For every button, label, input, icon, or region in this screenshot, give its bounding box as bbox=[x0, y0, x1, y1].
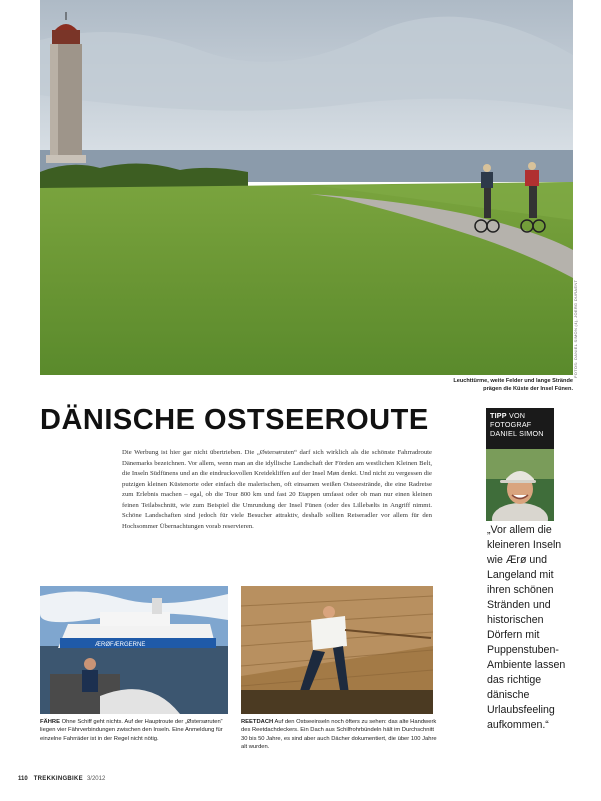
hero-landscape-image bbox=[40, 0, 573, 375]
tip-box bbox=[486, 408, 554, 521]
tip-line-3: DANIEL SIMON bbox=[490, 429, 544, 438]
ferry-caption bbox=[40, 718, 230, 743]
hero-caption bbox=[393, 378, 573, 394]
hero-photo bbox=[40, 0, 573, 375]
tip-line-2: FOTOGRAF bbox=[490, 420, 532, 429]
hero-caption-line-2: prägen die Küste der Insel Fünen. bbox=[483, 385, 573, 392]
ferry-caption-text: Ohne Schiff geht nichts. Auf der Hauptroute der „Østersøruten“ liegen vier Fährverbindungen zwischen den Inseln. Eine Anmeldung für einzelne Fahrräder ist in der Regel nicht nötig. bbox=[40, 719, 223, 742]
reed-caption-lead: REETDACH bbox=[241, 719, 274, 725]
reed-caption bbox=[241, 718, 437, 752]
ferry-photo bbox=[40, 586, 228, 714]
magazine-name: TREKKINGBIKE bbox=[33, 776, 83, 782]
page-footer bbox=[18, 776, 105, 782]
photographer-portrait bbox=[486, 449, 554, 521]
tip-von: VON bbox=[508, 411, 526, 420]
ferry-caption-lead: FÄHRE bbox=[40, 719, 60, 725]
article-headline: DÄNISCHE OSTSEEROUTE bbox=[40, 404, 429, 436]
ferry-image bbox=[40, 586, 228, 714]
hero-caption-line-1: Leuchttürme, weite Felder und lange Strände bbox=[453, 378, 573, 384]
page-number: 110 bbox=[18, 776, 28, 782]
reed-caption-text: Auf den Ostseeinseln noch öfters zu sehen: das alte Handwerk des Reetdachdeckers. Ein Dach aus Schilfrohrbündeln hält im Durchschnitt 30 bis 50 Jahre, es sind aber auch Dächer dokumentiert, die über 100 Jahre alt wurden. bbox=[241, 719, 437, 751]
photo-credit: FOTOS: DANIEL SIMON (4), JOERG DURAENT bbox=[573, 279, 578, 378]
issue-number: 3/2012 bbox=[86, 776, 106, 782]
tip-header bbox=[486, 408, 554, 449]
article-body: Die Werbung ist hier gar nicht übertrieben. Die „Østersøruten“ darf sich wirklich als die schönste Fahrradroute Dänemarks bezeichnen. Vor allem, wenn man an die idyllische Landschaft der Förden am westlichen Kleinen Belt, die Inseln Südfünens und an die eindrucksvollen Kreidekliffen auf der Insel Møn denkt. Und nicht zu vergessen die putzigen kleinen Küstenorte oder einfach die malerischen, oft einsamen weißen Ostseestrände, die eine Radreise zum Erlebnis machen – egal, ob die Tour 800 km und fast 20 Etappen umfasst oder ob man nur einen kleinen feinen Teilabschnitt, wie zum Beispiel die Umrundung der Insel Fünen (oder des Lillebælts in Angriff nimmt. Schöne Landschaften sind jedoch für viele Besucher attraktiv, deshalb sollten Reiseradler vor allem für den Hochsommer Übernachtungen vorab reservieren. bbox=[122, 449, 432, 530]
photographer-quote: „Vor allem die kleineren Inseln wie Ærø und Langeland mit ihren schönen Stränden und historischen Dörfern mit Puppenstuben-Ambiente lassen das richtige dänische Urlaubsfeeling aufkommen.“ bbox=[487, 524, 566, 731]
reed-roof-photo bbox=[241, 586, 433, 714]
reed-roof-image bbox=[241, 586, 433, 714]
ferry-sign-text: ÆRØFÆRGERNE bbox=[95, 642, 146, 648]
tip-word: TIPP bbox=[490, 411, 507, 420]
